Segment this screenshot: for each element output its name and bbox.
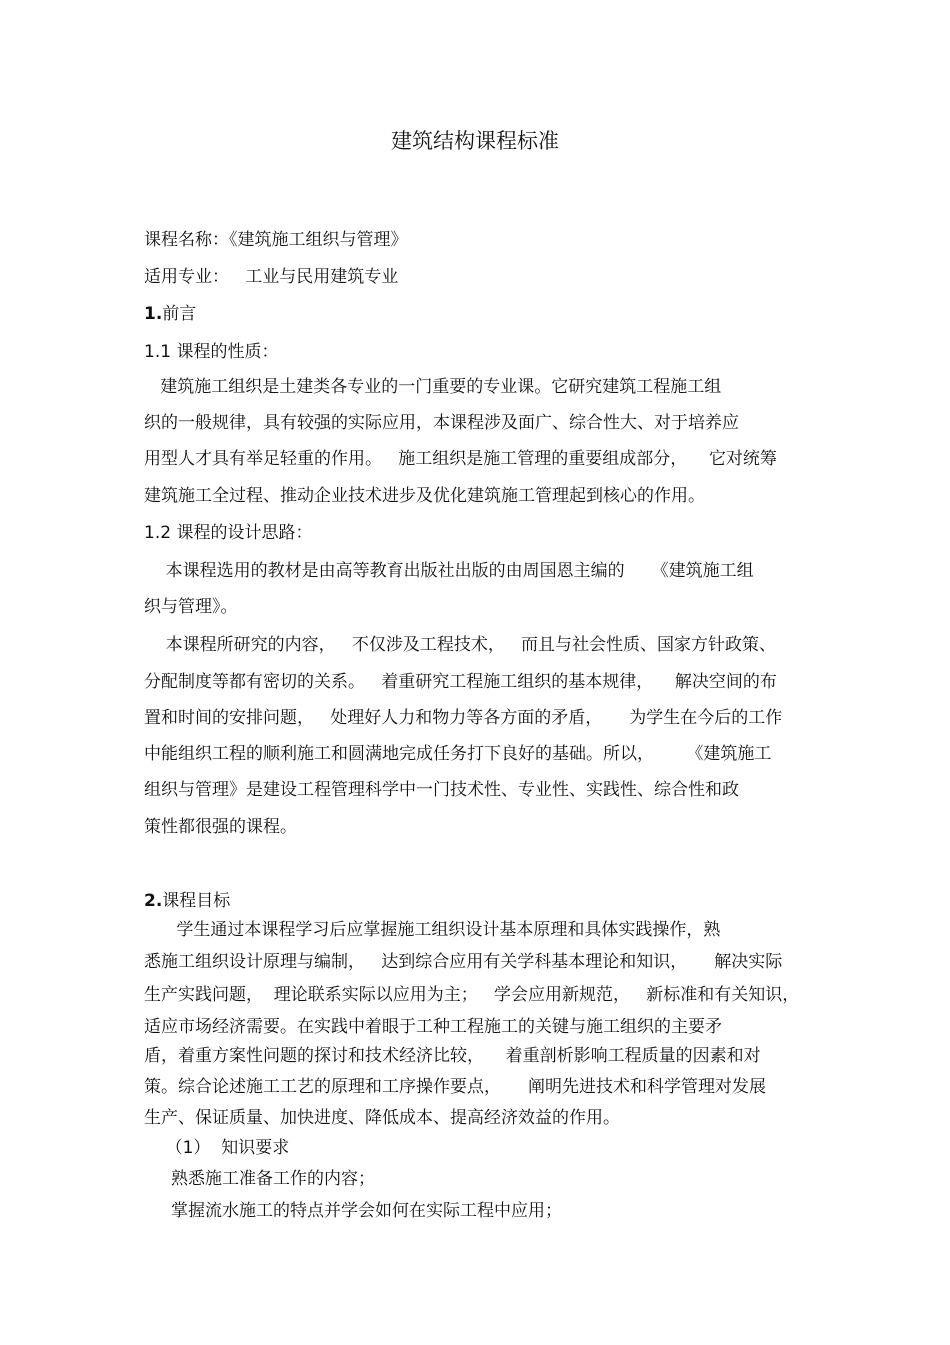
document-title: 建筑结构课程标准 [391, 129, 559, 153]
paragraph-line: 生产、保证质量、加快进度、降低成本、提高经济效益的作用。 [144, 1108, 620, 1128]
paragraph-line: 织的一般规律，具有较强的实际应用，本课程涉及面广、综合性大、对于培养应 [144, 413, 739, 433]
paragraph-line: 适应市场经济需要。在实践中着眼于工种工程施工的关键与施工组织的主要矛 [144, 1017, 722, 1037]
paragraph-line: 置和时间的安排问题， 处理好人力和物力等各方面的矛盾， 为学生在今后的工作 [144, 708, 783, 728]
list-item: 熟悉施工准备工作的内容； [144, 1169, 376, 1189]
paragraph-line: 中能组织工程的顺利施工和圆满地完成任务打下良好的基础。所以， 《建筑施工 [144, 744, 772, 764]
paragraph-line: 织与管理》。 [144, 597, 238, 617]
applicable-major: 适用专业： 工业与民用建筑专业 [144, 267, 399, 287]
section-1-title: 前言 [162, 304, 197, 324]
paragraph-line: 建筑施工全过程、推动企业技术进步及优化建筑施工管理起到核心的作用。 [144, 486, 705, 506]
paragraph-line: 用型人才具有举足轻重的作用。 施工组织是施工管理的重要组成部分， 它对统筹 [144, 449, 777, 469]
paragraph-line: 悉施工组织设计原理与编制， 达到综合应用有关学科基本理论和知识， 解决实际 [144, 952, 783, 972]
subsection-1-2-heading: 1.2 课程的设计思路： [144, 523, 313, 543]
paragraph-line: 本课程所研究的内容， 不仅涉及工程技术， 而且与社会性质、国家方针政策、 [144, 635, 777, 655]
paragraph-line: 建筑施工组织是土建类各专业的一门重要的专业课。它研究建筑工程施工组 [144, 377, 722, 397]
paragraph-line: 学生通过本课程学习后应掌握施工组织设计基本原理和具体实践操作，熟 [144, 920, 721, 940]
course-name: 课程名称：《建筑施工组织与管理》 [144, 230, 408, 250]
paragraph-line: 策性都很强的课程。 [144, 817, 297, 837]
knowledge-requirements-heading: （1） 知识要求 [144, 1138, 290, 1158]
paragraph-line: 分配制度等都有密切的关系。 着重研究工程施工组织的基本规律， 解决空间的布 [144, 672, 777, 692]
paragraph-line: 本课程选用的教材是由高等教育出版社出版的由周国恩主编的 《建筑施工组 [144, 561, 754, 581]
list-item: 掌握流水施工的特点并学会如何在实际工程中应用； [144, 1201, 563, 1221]
paragraph-line: 生产实践问题， 理论联系实际以应用为主； 学会应用新规范， 新标准和有关知识， [144, 985, 800, 1005]
paragraph-line: 组织与管理》是建设工程管理科学中一门技术性、专业性、实践性、综合性和政 [144, 780, 739, 800]
section-1-number: 1. [144, 304, 163, 324]
section-2-heading [144, 889, 814, 913]
section-1-heading [144, 302, 814, 326]
section-2-number: 2. [144, 891, 163, 911]
subsection-1-1-heading: 1.1 课程的性质： [144, 342, 279, 362]
paragraph-line: 盾，着重方案性问题的探讨和技术经济比较， 着重剖析影响工程质量的因素和对 [144, 1046, 761, 1066]
section-2-title: 课程目标 [162, 891, 231, 911]
paragraph-line: 策。综合论述施工工艺的原理和工序操作要点， 阐明先进技术和科学管理对发展 [144, 1077, 767, 1097]
